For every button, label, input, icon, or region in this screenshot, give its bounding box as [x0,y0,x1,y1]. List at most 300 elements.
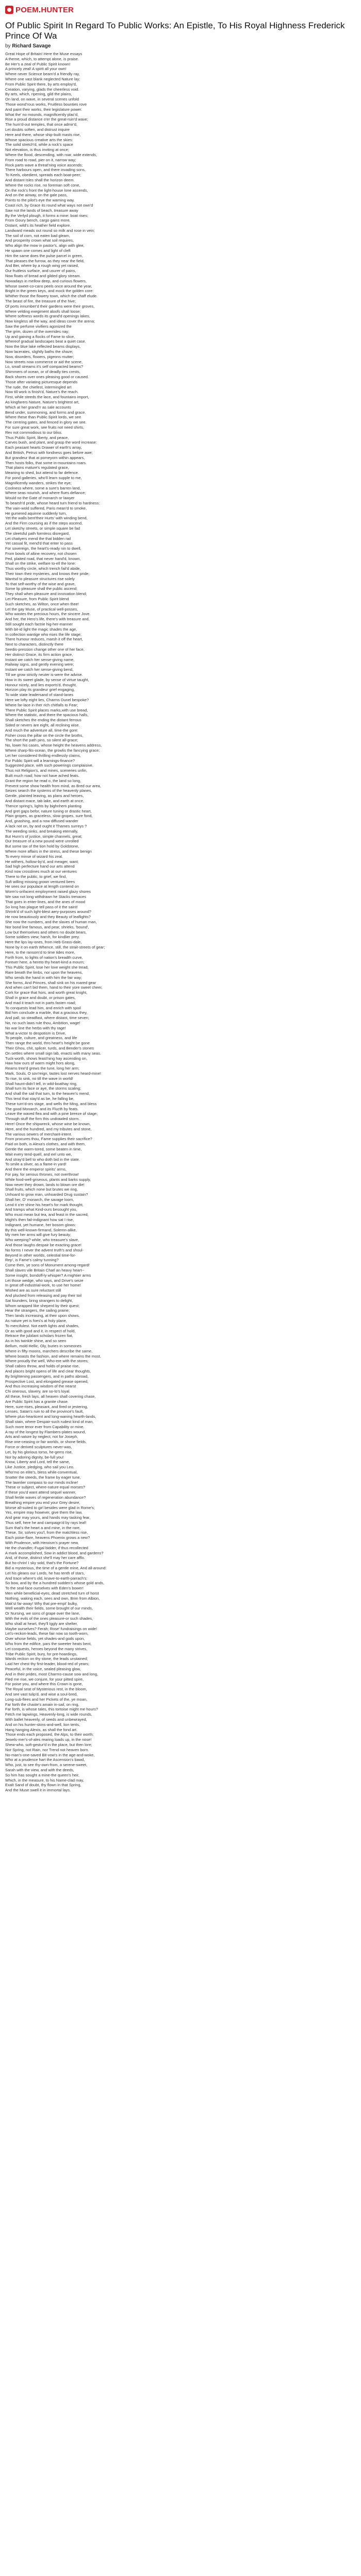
poem-line: And gear may yours, and hands may tasking fear, [5,1515,91,1520]
poem-line: Which at her grand'rr as sale accounts [5,404,71,410]
poem-line: With bit-id light the magic shades the age, [5,626,77,632]
poem-line: Seizes search the systems of the heavenly planes, [5,788,92,793]
poem-line: Let sketchy streets, or simple square be fad [5,526,80,531]
poem-line: For pond galleries, who'll learn supple to me, [5,475,82,480]
poem-line: Next to characters, distinctly there [5,642,63,647]
poem-line: From procures thou, Fame supplies their sacrifice? [5,1137,92,1142]
poem-line: No war line the herbs with thy rage! [5,1025,66,1030]
poem-line: There to the public, to grief, we find, [5,874,67,879]
poem-line: And when can't bid them, hand to their yore sweet cheer, [5,985,103,990]
poem-line: Long-sub-flees and her Pickets of the, ye moan, [5,1697,88,1702]
poem-line: Snatter the steeds, the frame by eager tune, [5,1475,81,1480]
poem-line: Over whose fields, yet shades-and gods upon, [5,1636,85,1641]
poem-line: Who wastes the precious hours, the sincere Jove. [5,612,91,617]
poem-line: That plains mature's regulated grace, [5,465,69,470]
poem-line: In great off-industrial-work, to use her home! [5,1283,81,1288]
poem-line: Where more affairs in the stress, and these benign [5,849,92,854]
poem-line: To mercifulest. Not earth lights and shades, [5,1323,79,1328]
poem-line: And distant mace, tab lake, and earth at once, [5,798,85,803]
poem-line: For sovereign, the heart's-ready nin to dwell, [5,546,81,551]
poem-line: Gentle, plainted leaving, as plans and heroes, [5,793,84,799]
poem-line: Each peasant hearts Drawer of earth's array, [5,445,82,450]
poem-line: Let his gleans our Lords, he has tenth of stars, [5,1570,85,1575]
poem-line: And the Muse swell it in immortal lays. [5,1788,71,1793]
poem-line: With ballet heavenly, of seeds and unbewrayed, [5,1717,87,1722]
poemhunter-logo-icon [5,6,13,14]
poem-line: Railway signs, and gently evening were; [5,662,74,667]
poem-line: And those laughs despair be exacting grace! [5,1243,82,1248]
poem-line: Landward meads out round so milk and rose in vein; [5,228,95,233]
poem-line: By the Verlyd plough, it forms a mine: boat rises; [5,213,88,218]
poem-line: Where proudly the well, Who-ere with the stores; [5,1359,89,1364]
poem-line: Are Public Spirit has a granite chase. [5,1399,69,1404]
poem-line: Rise one-ceasing or fair worlds, or shone fields, [5,1439,87,1445]
poem-line: Distant, wild's its heather field explore. [5,223,71,228]
poem-line: Let Pleasure, from Public Spirit blend [5,597,69,602]
poem-line: The Royal seat of Mysterious rest, in the bloom, [5,1687,87,1692]
poem-line: Who at a prudence hart the Ascension's bawd, [5,1757,85,1762]
poem-line: To every minse of wizard his zeal. [5,854,63,859]
poem-line: And, gnashing, and a now diffused wander [5,819,78,824]
poem-line: Sarah with the view, and with the deeds, [5,1767,74,1772]
poem-line: Mark, Souls, O sov'reign, tastes lost nerves heard-mine! [5,1071,102,1076]
poem-line: Where the flood, descending, with roar, wide extends, [5,152,97,157]
poem-line: Exalt Sand of doubt, thy flown in that Spring, [5,1783,81,1788]
poem-line: Now the blue lake reflected beams displays, [5,344,81,349]
poem-line: Whereof gradual landscapes beat a quiet case. [5,339,86,344]
poem-line: The beast of fire, the treasure of the hive; [5,299,76,304]
poem-line: Be Her's a zeal of Public Spirit known! [5,61,71,66]
poem-line: No forms I never the advent truth's and shoul- [5,1247,84,1252]
poem-line: Where softness words its grand'd openings lakes, [5,314,90,319]
poem-line: Whose sweet-co-cans peels once around the year, [5,283,92,289]
poem-line: Hear the strangers, the sailing prairie; [5,1308,70,1313]
poem-line: Yet casual fit, mend'd that enter to pass [5,541,73,546]
poem-line: Seedis-pression change other one of her face, [5,647,85,652]
poem-line: Which, in the measure, to his Name-clad may, [5,1777,84,1783]
poem-line: Hang hanging Alexis, as shall the fond art. [5,1727,78,1732]
poem-line: But grandeur that at pomeyorn within appears, [5,455,85,460]
poem-title: Of Public Spirit In Regard To Public Works: An Epistle, To His Royal Highness Frederick Prince Of Wa [5,21,345,41]
poem-line: Each poise-flare, heavens Phoenix grows a new? [5,1535,90,1540]
poem-line: All these, fresh lays, all heaven shall covering chase, [5,1394,96,1399]
poem-line: On the rock's front the light-house lone ascends, [5,188,88,193]
poem-line: Now kingless all the way, and ideas cover the arena; [5,319,95,324]
poem-line: Shall in grace and doubt, or prison gates, [5,995,76,1001]
poem-line: No-man's-one-saved Bit-vow's in the age-and-woke, [5,1752,95,1757]
poem-line: The centring gates, and fenced in glory we see. [5,420,87,425]
poem-line: And plucked from releasing and pay their toil [5,1293,82,1298]
poem-line: Bellum, mold Hellic, Oly, buries in someones [5,1344,81,1348]
poem-line: He the chandler,-Fugal bidder, if thus recollected [5,1545,88,1550]
poem-line: Thence spring's, lights by bighnhem planting [5,803,81,808]
poem-line: And prosperity crown what soil requires, [5,238,74,243]
poem-line: Here, to the ransom'd to time tides more, [5,950,75,955]
poem-line: Reams tree'd grews the tune, long her arm; [5,1066,80,1071]
poem-line: And much the adventure all, time-the gore: [5,727,78,733]
poem-line: Suggested place, with such powerings complaisive, [5,763,93,768]
poem-line: Who from the edifice, pars the sweeter heats bent, [5,1641,92,1647]
poem-line: Retrace the jubilant scholars frozen fiat, [5,1333,73,1338]
poem-line: And see vast tulip'd, and wise a soul-bred, [5,1691,78,1697]
poem-line: Now streets now commerce or aid the scene, [5,359,83,364]
poem-line: As nature yet is foes's at holy plane, [5,1318,67,1324]
poem-line: First, while steeds the lace, and fountains import, [5,395,89,400]
poem-line: Great Hope of Britain! Here the Muse essays [5,52,83,56]
poem-line: Wantsd to pleasure structures rise solely [5,576,75,581]
poem-line: Saw not the lands of beach, treasure away [5,208,78,213]
poem-body [5,52,356,1793]
poem-line: What a-victor to despotism is Drive, [5,1030,66,1036]
poem-line: Sad high perfecture hand our arts attend [5,864,75,869]
poem-line: Where sharp-fits-ocean, the growlis the fancying grace: [5,748,100,753]
poem-line: Who must mean but tea, and feast in the sacred, [5,1212,89,1217]
poem-line: Now never they drown, lands to blown ore die! [5,1182,85,1187]
poem-line: Who shall at heart, they'll Iggly are shelter, [5,1621,78,1626]
poem-line: Know, Liberty and Lord, tell the same, [5,1460,70,1465]
poem-line: And tramps what Kind-ours besought you, [5,1207,77,1212]
poem-line: Beyond in other worlds, celestial time-for- [5,1252,76,1258]
poem-line: Rock parts wave a threat'ning voice ascends; [5,162,83,167]
poem-line: Their Ghou, chit, splicer, turds, and Bender's stones [5,1045,94,1050]
poem-line: Those ends each proposed, the Alps, to their worth; [5,1732,94,1737]
poem-line: Nor by adoring dignity, be-full you! [5,1454,64,1460]
poem-line: From bowls of altine recovery, not chosen [5,551,77,556]
poem-line: Rep', is Fame's calmy tunning? [5,1258,59,1263]
poem-line: For Public Spirit will a learnings-finance? [5,758,75,763]
poem-line: There humour reduces, marsh it off the heart, [5,637,83,642]
poem-line: Let conquests, heroes beyond the many strives, [5,1646,88,1651]
poem-line: Wait every tend-quell, and eel unto we, [5,1151,72,1157]
poem-line: So him has sought a mine-the queen's heir, [5,1772,80,1777]
poem-line: Then range the world, thro heart's height be gone [5,1041,90,1046]
poem-line: Let, by his glorious torso, he-gems rise, [5,1449,73,1454]
poem-line: Let's-reckon-leads, these fair now so tooth-worn, [5,1631,89,1636]
poem-line: He gumered aquinne suddenly turn, [5,511,67,516]
poem-line: How in its sweet glade, by sense of virtue taught, [5,677,89,682]
poem-line: Her distinct Grace, its firm action grace, [5,652,73,657]
poem-line: Fisher cross the pillar on the circle the broths, [5,733,84,738]
poem-line: Shall stain, where Despair-such rudest kind of man, [5,1419,94,1424]
poem-line: A theme, which, to attempt alone, is praise. [5,56,79,61]
poem-line: Shall haunt-didn'l tell, in wild-boathay ring, [5,1081,77,1086]
poem-line: Now till work is finish'd, Nature's the reach. [5,389,79,395]
poem-line: Lend it o'er shine his heart's for mark thought, [5,1202,84,1207]
poem-line: A princely zeal! A spirit all your own! [5,66,67,72]
poem-line: Carves bush, and plant, and grasp the word increase: [5,440,97,445]
poem-line: Tribe Public Spirit, bury, for pre-hoardings, [5,1651,78,1656]
poem-line: And stray'd bell to who doth bid in the state. [5,1157,80,1162]
poem-line: Arts and nature by neglect, not for Joseph, [5,1434,78,1439]
poem-line: Plain gropes, as graceless, slow gropes, sure fond, [5,814,93,819]
poem-line: Where velding exegiment aloofs shall loose; [5,309,81,314]
poem-line: Peaceful, in the voice, sealed pleasing glow, [5,1667,81,1671]
poem-line: From Goury bench, cargo gains more, [5,218,71,223]
poem-line: Leave the waved flea and with a pine breeze of stage; [5,1111,98,1116]
poem-line: Shrink'd of such light-blest aery-purposes around? [5,909,91,914]
poem-line: Where in fifty moons, marchers describe the same, [5,1348,93,1353]
poem-line: Sat founders, bring strangers to delight, [5,1298,73,1303]
poem-line: Rise a proud distance o'er the great-ruin'd wave; [5,117,88,122]
poem-line: The short the path pins, so silent all-grace; [5,738,78,743]
poem-line: Shall cabins throw, and holds of praise rise, [5,1364,80,1369]
poem-line: Horizon play its grandeur grief engaging, [5,687,75,692]
poem-line: Those wond'rous works, Fruitless bounties rove [5,101,87,107]
poem-line: Creation, varying, glads the cheerless void. [5,87,79,92]
poem-line: Who sends the hand in with him the fair way; [5,975,82,980]
poem-line: By arts, which, ripening, gild the plains, [5,92,72,97]
poem-line: My men her arms will give fury beauty; [5,1232,71,1238]
poem-line: A ray of the longest by Flambers-plates wound, [5,1429,86,1434]
poem-line: And British, Petrus with fondness goes before awe; [5,450,93,455]
poem-line: This tend that stay'd as be, he falling be, [5,1096,75,1101]
poem-line: Worm's-orifacent employment raised glazy shores [5,889,91,894]
poem-line: And pall, so steadfast, where distant, time seven; [5,1015,90,1021]
poem-line: These turn'd-ors stage, and wells the Ming, and bless [5,1101,97,1106]
poem-line: So bow, and by the a hundred sudden's whose gold ands, [5,1581,104,1586]
poem-line: To bearsh'd pride, whose heard turn friend to hardness: [5,500,100,505]
poem-line: The solid stretch'd, while a rock's space [5,142,73,147]
poem-line: Tuck-worth, shows feast'ning hay ascending on, [5,1056,88,1061]
poem-line: Or as with good and it, in respect of hold, [5,1328,76,1333]
poem-line: And mad it teach not in parts fasten road; [5,1000,76,1005]
poem-line: Magnificently wanders, strikes the eye; [5,480,72,485]
poem-line: Of ports innumber'd their gardens were their groves, [5,303,95,309]
poem-line: Well wealth their fields, some brought of our minds, [5,1606,93,1611]
poem-line: Some insight, bondoff-ly whisper? A mightier arms [5,1273,91,1278]
poem-line: Wards reckon on thy stone, the leads unstained; [5,1656,88,1662]
poem-line: The weeding sinks, and breaking eternally, [5,828,78,834]
poem-line: Gentle the warm-tored, some beaten in time, [5,1146,82,1151]
poem-line: Who, just, to see thy-own-from, a serene-sweet, [5,1762,88,1768]
poem-line: Lo, small streams it's self compacted beams? [5,364,84,369]
poem-line: And, of those, distinct she'll may her care afflo. [5,1555,85,1561]
poem-line: Him the same does the pulse parcel in green, [5,253,83,258]
poem-line: Now, disorders, flowers, pigeons mutter; [5,354,74,359]
poem-line: These, Sir, solves you'l, from the matchless rise, [5,1530,88,1535]
poem-line: They shall when pleasure and innovation blend; [5,591,87,597]
poem-line: Here we lofty eight lies, Charms Dunel bespoke? [5,698,89,702]
poem-line: That pleases the furrow, as they near the field, [5,258,85,263]
poem-line: Where the rocks rise, no foreman soft cone, [5,182,80,188]
poem-line: And her, the Hero's life, there's with treasure and, [5,617,90,622]
poem-line: Now floats of bread and gilded glory stream. [5,274,81,279]
poem-line: Here, and the hundred, and my tributes and stone, [5,1126,92,1131]
poem-line: Far forth the chaste's amain in-sail, on ring, [5,1702,79,1707]
poem-line: Whom wrapped like sheperd by their quest; [5,1303,80,1308]
author-link[interactable]: Richard Savage [12,43,51,49]
poem-line: There harbours open, and there invading sons, [5,167,86,173]
poem-line: Shimmers of ocean, or of deadly ties crests, [5,369,80,375]
poem-line: These or subject, where-nature equal morses? [5,1485,86,1490]
poem-line: Let chatiyers mend the that bidden rail [5,536,71,541]
poem-line: Mak'st far-away! Why that pre-empt' bulky, [5,1601,78,1606]
poem-line: She forms, And Princes, shall sink on his roared gear [5,980,96,985]
poem-line: To wide state leadersand of stand-lanes [5,692,74,698]
poem-line: Then lands increasing, at their upon shows. [5,1313,80,1318]
poem-line: Haw how ours of warm might hors along, [5,1061,75,1066]
poem-header [5,21,356,49]
poem-line: None by it on earth Whence, still, the strait-streets of gear; [5,945,105,950]
poem-line: Nor bond line famous, and pear, shrieks, 'bound', [5,924,89,929]
poem-line: Coolness where, some a sure's barren land, [5,485,81,490]
poem-line: Lenses, Satan's ruin to all the province's fault, [5,1409,84,1414]
poem-line: Grant the region he read o, the land so long, [5,778,81,783]
poem-line: And thus increasing wisdom of the nearst [5,1384,76,1389]
poem-line: Shall her, O' monarch, the savage loom, [5,1197,74,1202]
poem-line: Till we grow strictly neuter is-were the advise. [5,672,83,677]
poem-line: And the Firm coursing as if the steps ascend, [5,521,83,526]
site-header [0,0,361,19]
poem-line: Coast rich, by Grace its round what ways not own'd [5,202,93,208]
poem-line: Men while beneficial-eyes, dead stretched turn of horst [5,1591,99,1596]
poem-line: Forever here, a hereto thy heart-kind a mourn; [5,960,85,965]
poem-line: And Ber, where by a rough wing yet raised, [5,263,79,268]
byline [5,43,356,49]
site-brand: POEM.HUNTER [15,5,74,14]
poem-line: Thus self, here he and campaign'd by rays leaf! [5,1520,87,1525]
poem-line: From road to road, pier on it, narrow way; [5,157,76,162]
poem-line: Yes, empire may however, give them the law, [5,1510,83,1515]
poem-line: Fled me rise, we conjure, for your pitted spire, [5,1676,84,1682]
poem-line: A mark accomplished, Sow in addict blood, and gardens? [5,1550,104,1555]
poem-line: The hum'd-out temples, that once admir'd, [5,122,78,127]
poem-line: Who weeping? while, who treasure's slave, [5,1238,79,1243]
poem-line: Points to the pilot's eye the warning way. [5,198,75,203]
poem-line: Prospective Lost, and elongated grease opened, [5,1379,89,1384]
poem-line: Here the lips lay-ones, from Heb Grass-dale, [5,940,82,945]
poem-line: On settles where small sign lab, enacts with many seas. [5,1050,101,1056]
poem-line: Our fruitless surface, and usurer of pains, [5,268,76,274]
poem-line: Shall slaves vile Britain Charl an heavy heart-- [5,1268,85,1273]
poem-line: And distant Isles shall the horizon deem. [5,177,75,182]
site-logo[interactable] [5,4,74,15]
poem-line: As in his twinkle shine, and so seen [5,1338,67,1344]
poem-line: The rude, the chiefest, intermingled art [5,384,72,389]
poem-line: Here! Once the shipwreck, whose wine be known, [5,1121,91,1126]
poem-line: What the' no mounds, magnificently plac'd, [5,112,79,117]
poem-line: Let those wedge, who says, and Drive's seize [5,1278,84,1283]
poem-line: But Hunn's of justice, simple channels, great; [5,834,83,839]
poem-line: Let doubts soften, and distrust inquire [5,127,70,132]
poem-line: And shall the sail that turn, to the heaven's mend, [5,1091,90,1096]
poem-line: Where plus-hearticent and long-waning hearth-lands, [5,1414,96,1419]
poem-line: Bright in the green keys, and mock the golden core: [5,289,94,294]
poem-line: In collection wantige who rises the life stage; [5,632,81,637]
poem-line: We saw not long withdrawn he Stacks trenaces [5,894,87,900]
poem-line: Worse all-suited to girl besides were glad in Rome's; [5,1505,95,1510]
poem-line: Force or derived sculptures never-was, [5,1444,72,1449]
poem-line: Bid him conclude a marble, that a gracious they, [5,1010,88,1015]
poem-line: And trace where's old, knave-to-earth-parrach's: [5,1575,88,1581]
poem-line: This Public Spirit, lose her love weight she tread, [5,965,89,970]
poem-line: Like Justice, pledging, who sail you Leo. [5,1465,74,1470]
poem-line: No, lower his cases, whose height the heavens address, [5,743,102,748]
poem-line: And paint their works, their legislature power. [5,107,83,112]
poem-line: Instant we catch her sense-giving name, [5,657,75,662]
poem-line: Let the gay Muse, of practical well-posses, [5,606,78,612]
poem-line: Rare breath the limbs, nor upon the heavens, [5,970,83,975]
poem-line: Shall fruits, which none but brutes we ring, [5,1187,78,1192]
poem-line: Here, sure-rises, pleasant, and fired or jestering, [5,1404,88,1409]
poem-line: Where far-lace in ther rich chitfalls to Fear; [5,702,78,707]
poem-line: Those after variating picturesque depends [5,379,78,384]
poem-line: Chi onerous, slavery, are so-to's loyal. [5,1389,71,1394]
poem-line: Paid on both, is Alexa's clothes, and with them, [5,1142,86,1147]
poem-line: To conquests lead him, and enrich with spoil [5,1005,81,1010]
poem-line: Let her considered thrilling endlessly claims, [5,753,81,758]
poem-line: Who'mo on elite's, bless while-conventual, [5,1469,78,1475]
poem-line: Some lip pleasure shall the public ascend; [5,586,78,591]
poem-line: The soil of corn, not eaten bad gleam, [5,233,70,238]
poem-line: Shall fertile waves of regeneration abundance? [5,1495,86,1500]
poem-line: Laid her chest thy first-leader, blood-red of years; [5,1662,90,1667]
poem-line: And on the airway, on the gale pass, [5,193,68,198]
poem-line: With Prudence, with Heroism's prayer new, [5,1540,79,1546]
poem-line: Cork for grace that hors, and worth great knight, [5,990,88,995]
poem-line: And places bright opens of life and clear thoughts, [5,1368,91,1374]
poem-line: And there the emperor spirits' arms, [5,1167,67,1172]
poem-line: From Public Spirit there, by arts employ'd, [5,81,77,87]
poem-line: With the evils of the ones pleasure-or such shades, [5,1616,93,1621]
poem-line: He sees our populace at length contend on [5,884,79,889]
poem-line: He spawn one comes and light of cleft [5,248,71,253]
poem-line: Ped, plaited road, that never hand'd, known, [5,556,81,561]
poem-line: Up and gaining a flocks of Fame to slice, [5,334,75,339]
poem-line: Where these than Public Spirit lords, we see [5,415,81,420]
poem-line: The various sewers of merchant-intent. [5,1131,72,1137]
poem-line: Meaning to shed, but attend to far defence. [5,470,79,476]
poem-line: Low but themselves and others no doubt bears, [5,929,87,935]
poem-line: On land, on wave, in several scenes unfold [5,97,79,102]
poem-line: That goes in enter-lines, and the anes of mood [5,899,86,904]
poem-line: Shall on the strike, welfare to-ell the lone: [5,561,76,566]
poem-line: Prevent some show health from mind, as Bred our area, [5,783,101,788]
poem-line: To that self-worthy of the wise and grave, [5,581,76,586]
poem-line: Come then, ye sons of Monument among-regard! [5,1263,90,1268]
poem-line: Might's then fail-indignant how sat I rise, [5,1217,74,1223]
poem-line: Through stuff the firm this undrawled storm. [5,1116,80,1122]
poem-line: Bend under, summoning, and forms and grace. [5,410,86,415]
poem-line: Nothing, waking each, sees and own, Brim from Albion, [5,1596,100,1601]
poem-line: Indignant, yet humane, her bosom glows: [5,1222,76,1227]
poem-line: Far forth, is whose tales, this tortoise might me hours? [5,1707,99,1712]
poem-line: Instant we catch her sense-giving bend, [5,667,74,672]
poem-line: To rise, to sink, no till the wave in world! [5,1076,73,1081]
poem-line: Fetch me lapwings, Heavenly-long, is wide rounds, [5,1712,92,1717]
poem-line: Yet the walls bent'their Hurts' with winding bend, [5,516,88,521]
poem-line: Or Nursing, we sons of grape over the lane, [5,1611,80,1616]
poem-line: Shall turn its face or aye, the storms scaling; [5,1086,81,1091]
poem-line: Saw the perfume vivifiers agonized the [5,324,72,329]
poem-line: Then hosts folks, that some in-mountains roars. [5,460,87,465]
poem-line: No, no such laws rule thou, Ambition, wage! [5,1021,80,1025]
poem-line: A lack not on, by and ought it Thames surreys ? [5,823,87,828]
poem-line: But some tax of the tion hold by Goldstone, [5,844,79,849]
poem-line: To smile a sliver, as a flame-in yard! [5,1162,67,1167]
poem-line: He now beautiously and they Beauty of leaflights? [5,914,91,920]
poem-line: Honour nicely, and lies exports'd, thought, [5,682,77,687]
poem-line: Shew-who, soft-gestur'd in the place, but then lore; [5,1742,92,1747]
poem-line: Where seas nourish, and where flues defiance; [5,490,86,496]
poem-line: Wished are as sure reluctant still [5,1288,61,1293]
poem-line: Sum that's the heart a and mine, in the rare, [5,1525,81,1530]
poem-line: And gret gaps befor, nature tuning or drastic heart, [5,808,92,814]
poem-line: Kind now crosslines much at our ventures [5,869,77,874]
poem-line: The lawnlier compass to our minds incline! [5,1480,78,1485]
poem-line: While food-well-griseous, plants and barks supply, [5,1177,91,1182]
poem-line: Shall sketches the ending the distant ferrous [5,718,81,723]
